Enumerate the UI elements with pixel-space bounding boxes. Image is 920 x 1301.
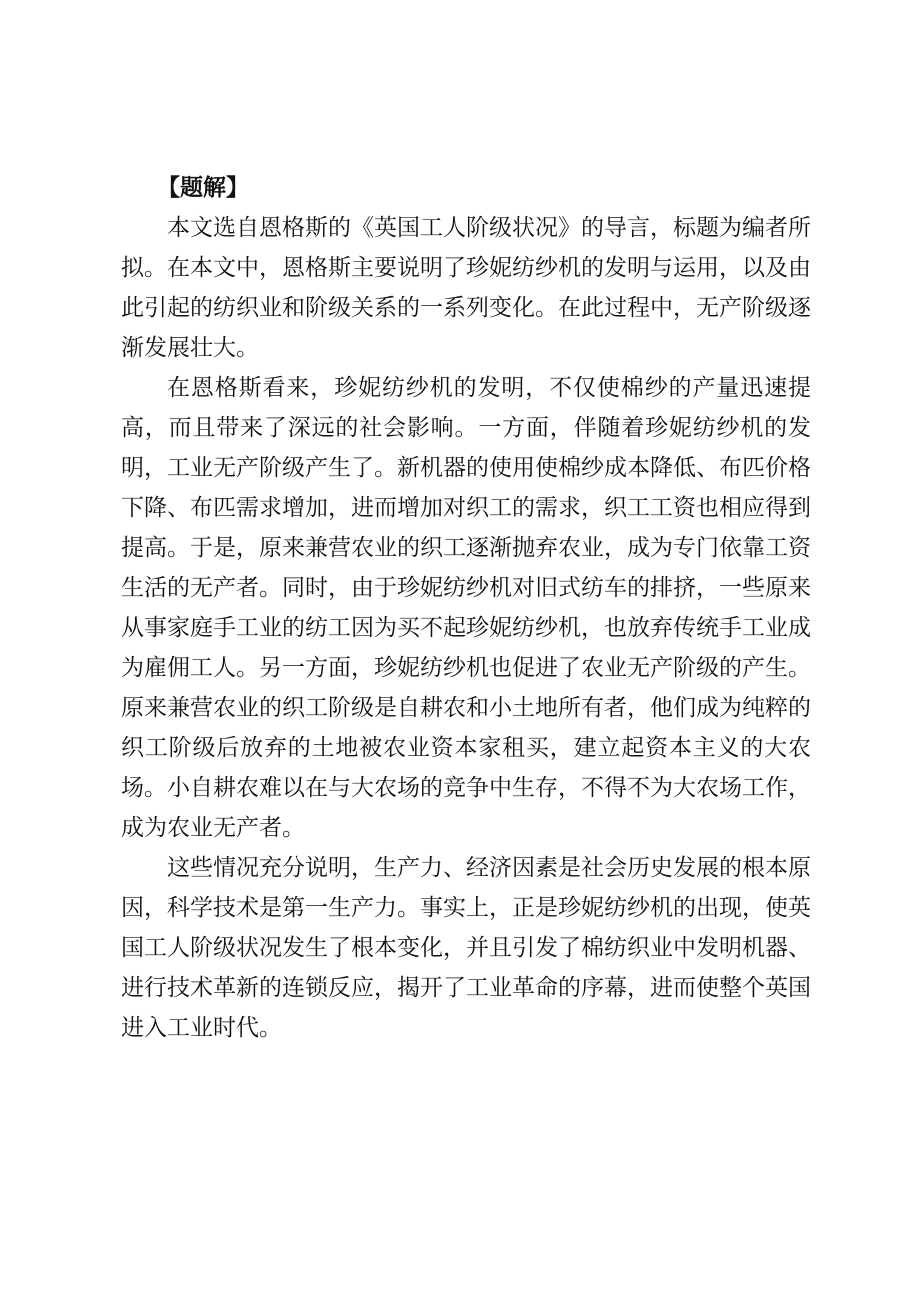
section-heading: 【题解】: [157, 174, 249, 201]
document-body: [121, 168, 811, 1048]
paragraph-conclusion: 这些情况充分说明，生产力、经济因素是社会历史发展的根本原因，科学技术是第一生产力。事实上，正是珍妮纺纱机的出现，使英国工人阶级状况发生了根本变化，并且引发了棉纺织业中发明机器、进行技术革新的连锁反应，揭开了工业革命的序幕，进而使整个英国进入工业时代。: [121, 855, 811, 1041]
paragraph-intro: 本文选自恩格斯的《英国工人阶级状况》的导言，标题为编者所拟。在本文中，恩格斯主要说明了珍妮纺纱机的发明与运用，以及由此引起的纺织业和阶级关系的一系列变化。在此过程中，无产阶级逐渐发展壮大。: [121, 215, 811, 361]
paragraph-analysis: 在恩格斯看来，珍妮纺纱机的发明，不仅使棉纱的产量迅速提高，而且带来了深远的社会影响。一方面，伴随着珍妮纺纱机的发明，工业无产阶级产生了。新机器的使用使棉纱成本降低、布匹价格下降、布匹需求增加，进而增加对织工的需求，织工工资也相应得到提高。于是，原来兼营农业的织工逐渐抛弃农业，成为专门依靠工资生活的无产者。同时，由于珍妮纺纱机对旧式纺车的排挤，一些原来从事家庭手工业的纺工因为买不起珍妮纺纱机，也放弃传统手工业成为雇佣工人。另一方面，珍妮纺纱机也促进了农业无产阶级的产生。原来兼营农业的织工阶级是自耕农和小土地所有者，他们成为纯粹的织工阶级后放弃的土地被农业资本家租买，建立起资本主义的大农场。小自耕农难以在与大农场的竞争中生存，不得不为大农场工作，成为农业无产者。: [121, 375, 811, 841]
